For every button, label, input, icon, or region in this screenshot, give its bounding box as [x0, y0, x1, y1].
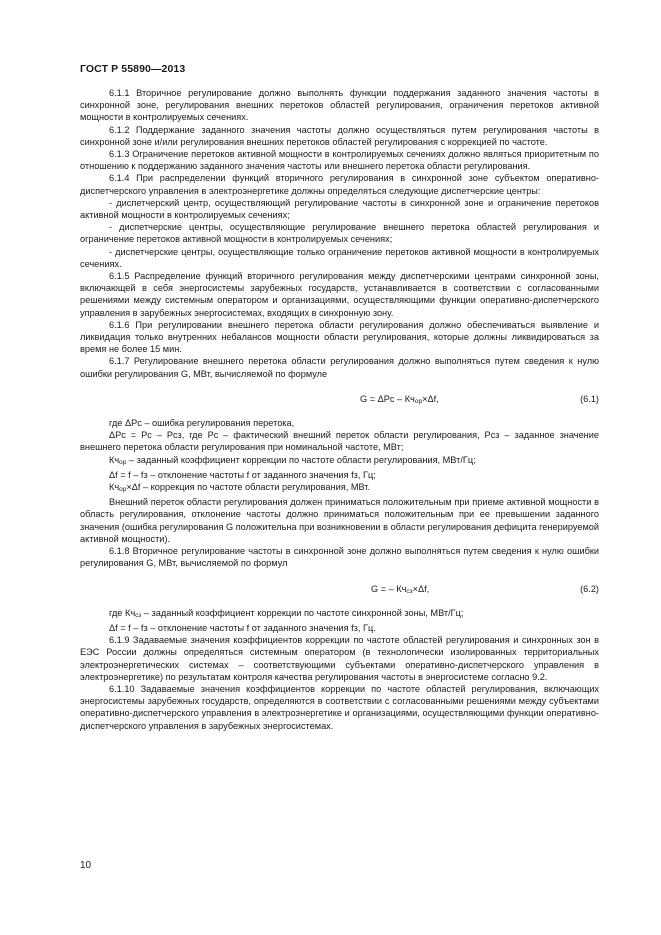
page-number: 10	[80, 860, 92, 871]
paragraph-6-1-8: 6.1.8 Вторичное регулирование частоты в синхронной зоне должно выполняться путем сведения к нулю ошибки регулирования G, МВт, вычисляемой по формул	[80, 546, 599, 569]
paragraph-6-1-4: 6.1.4 При распределении функций вторичного регулирования в синхронной зоне субъектом оперативно-диспетчерского управления в электроэнергетике должны определяться следующие диспетчерские центры:	[80, 173, 599, 196]
formula-6-2	[80, 583, 599, 595]
paragraph-6-1-1: 6.1.1 Вторичное регулирование должно выполнять функции поддержания заданного значения частоты в синхронной зоне, регулирования внешних перетоков областей регулирования, ограничения перетоков активной мощности в контролируемых сечениях.	[80, 88, 599, 123]
definition-k-or-correction: $Кч_{ор}\times\Delta f$ – коррекция по частоте области регулирования, МВт.	[109, 482, 371, 494]
definition-delta-f: Δf = f – fз – отклонение частоты f от заданного значения fз, Гц;	[109, 469, 376, 480]
document-body	[80, 87, 599, 732]
paragraph-6-1-5: 6.1.5 Распределение функций вторичного регулирования между диспетчерскими центрами синхронной зоны, включающей в себя энергосистемы зарубежных государств, устанавливается в соответствии с согласованными решениями между системным оператором и организациями, осуществляющими функции оперативно-диспетчерского управления в зарубежных энергосистемах, входящих в синхронную зону.	[80, 271, 599, 318]
definition-k-sz: где $Кч_{сз}$ – заданный коэффициент коррекции по частоте синхронной зоны, МВт/Гц;	[109, 607, 464, 619]
list-item-dispatch-limit-only: - диспетчерские центры, осуществляющие только ограничение перетоков активной мощности в контролируемых сечениях.	[80, 246, 599, 269]
paragraph-external-flow-sign: Внешний переток области регулирования должен приниматься положительным при приеме активной мощности в область регулирования, отклонение частоты должно приниматься положительным при ее превышении заданного значения (ошибка регулирования G положительна при возникновении в области регулирования дефицита генерируемой активной мощности).	[80, 497, 599, 544]
definition-k-or: $Кч_{ор}$ – заданный коэффициент коррекции по частоте области регулирования, МВт/Гц;	[109, 454, 476, 466]
list-item-dispatch-frequency: - диспетчерский центр, осуществляющий регулирование частоты в синхронной зоне и ограничение перетоков активной мощности в контролируемых сечениях;	[80, 197, 599, 221]
paragraph-6-1-7: 6.1.7 Регулирование внешнего перетока области регулирования должно выполняться путем сведения к нулю ошибки регулирования G, МВт, вычисляемой по формуле	[80, 356, 599, 379]
definition-dpc: ΔPc = Pc – Pcз, где Pc – фактический внешний переток области регулирования, Pcз – заданное значение внешнего перетока области регулирования при номинальной частоте, МВт;	[80, 430, 599, 453]
definition-delta-f-2: Δf = f – fз – отклонение частоты f от заданного значения fз, Гц.	[109, 622, 376, 633]
document-header: ГОСТ Р 55890—2013	[80, 63, 186, 75]
formula-6-1	[80, 393, 599, 405]
paragraph-6-1-6: 6.1.6 При регулировании внешнего перетока области регулирования должно обеспечиваться выявление и ликвидация только внутренних небалансов мощности области регулирования, которые должны ликвидироваться за время не более 15 мин.	[80, 319, 599, 355]
list-item-dispatch-external-flow: - диспетчерские центры, осуществляющие регулирование внешнего перетока областей регулирования и ограничение перетоков активной мощности в контролируемых сечениях;	[80, 222, 599, 245]
paragraph-6-1-2: 6.1.2 Поддержание заданного значения частоты должно осуществляться путем регулирования частоты в синхронной зоне и/или регулирования внешних перетоков областей регулирования с коррекцией по частоте.	[80, 124, 599, 147]
paragraph-6-1-10: 6.1.10 Задаваемые значения коэффициентов коррекции по частоте областей регулирования, включающих энергосистемы зарубежных государств, определяются в соответствии с согласованными решениями между субъектами оперативно-диспетчерского управления в электроэнергетике и организациями, осуществляющими функции оперативно-диспетчерского управления в зарубежных энергосистемах.	[80, 683, 599, 731]
paragraph-6-1-9: 6.1.9 Задаваемые значения коэффициентов коррекции по частоте областей регулирования и синхронных зон в ЕЭС России должны определяться системным оператором (в технологически изолированных территориальных электроэнергетических системах – соответствующими субъектами оперативно-диспетчерского управления в электроэнергетике) по результатам контроля качества регулирования частоты в энергосистеме согласно 9.2.	[80, 635, 599, 682]
formula-6-2-expression: G = – $Кч_{сз}\times\Delta f$,	[371, 583, 430, 595]
definition-where-dpc: где ΔPc – ошибка регулирования перетока,	[109, 418, 295, 429]
paragraph-6-1-3: 6.1.3 Ограничение перетоков активной мощности в контролируемых сечениях должно являться приоритетным по отношению к поддержанию заданного значения частоты или внешнего перетока области регулирования.	[80, 149, 599, 172]
formula-6-1-expression: $G = \Delta Pc - Кч_{ор}\times\Delta f$,	[360, 393, 439, 405]
formula-6-2-number: (6.2)	[580, 583, 599, 594]
formula-6-1-number: (6.1)	[580, 393, 599, 404]
